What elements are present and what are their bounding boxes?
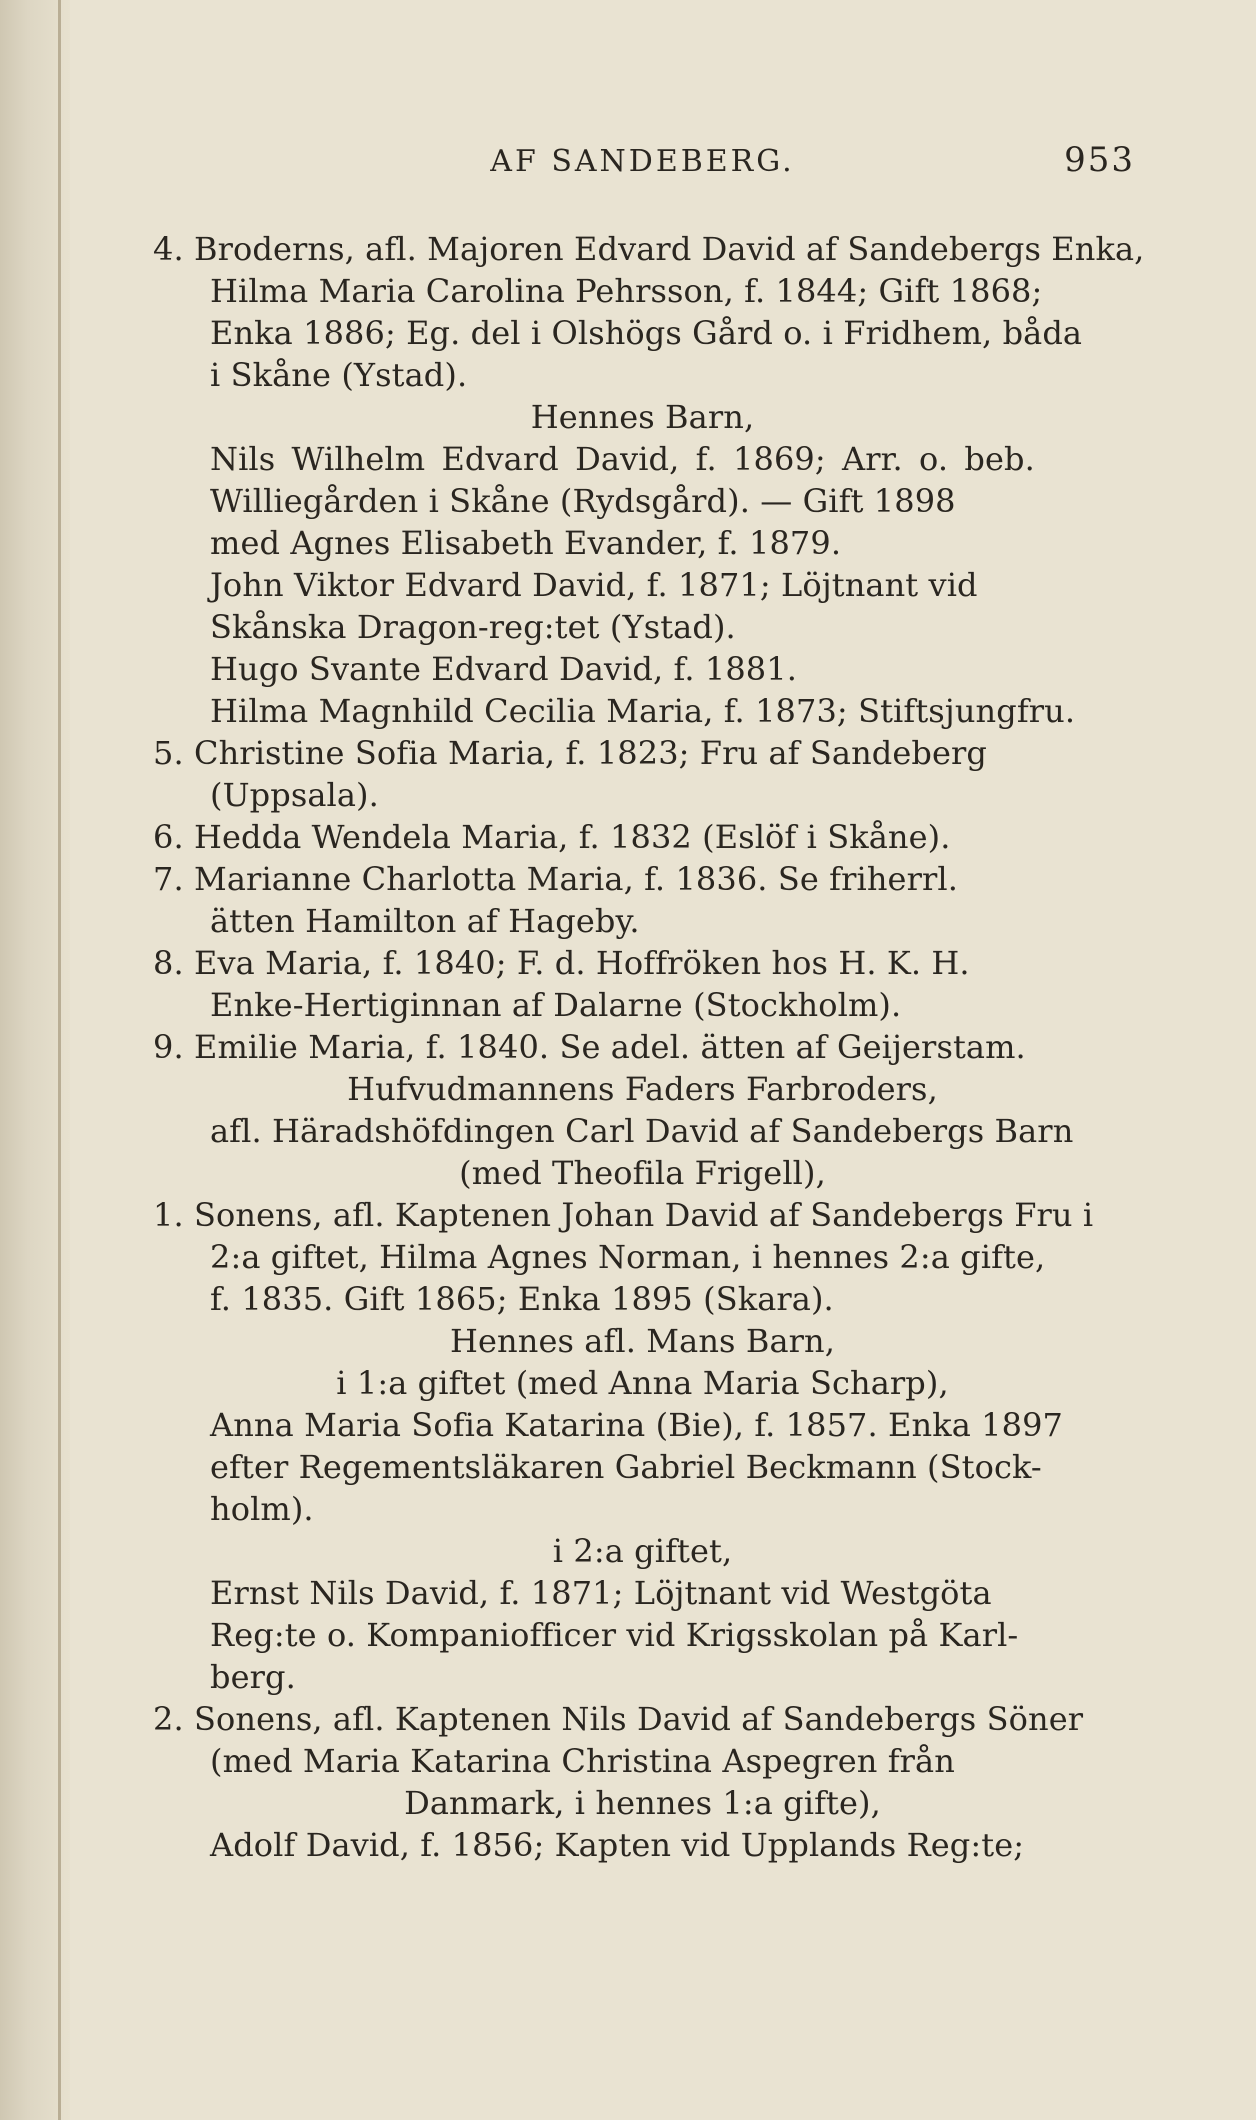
text-line: ätten Hamilton af Hageby.	[210, 902, 640, 940]
text-line: Adolf David, f. 1856; Kapten vid Upplands Reg:te;	[210, 1826, 1025, 1864]
text-line: Williegården i Skåne (Rydsgård). — Gift 1898	[210, 482, 956, 520]
section-heading: afl. Häradshöfdingen Carl David af Sandebergs Barn	[210, 1112, 1074, 1150]
section-heading: Hennes afl. Mans Barn,	[449, 1322, 835, 1360]
running-head	[150, 140, 1135, 188]
text-line: Nils Wilhelm Edvard David, f. 1869; Arr. o. beb.	[210, 440, 1035, 478]
text-line: 2. Sonens, afl. Kaptenen Nils David af Sandebergs Söner	[153, 1700, 1084, 1738]
text-line: 6. Hedda Wendela Maria, f. 1832 (Eslöf i Skåne).	[153, 818, 951, 856]
text-line: 5. Christine Sofia Maria, f. 1823; Fru af Sandeberg	[153, 734, 988, 772]
text-line: Skånska Dragon-reg:tet (Ystad).	[210, 608, 736, 646]
text-line: Enke-Hertiginnan af Dalarne (Stockholm).	[210, 986, 902, 1024]
text-line: (med Maria Katarina Christina Aspegren från	[210, 1742, 955, 1780]
page-number: 953	[1064, 140, 1135, 180]
text-line: f. 1835. Gift 1865; Enka 1895 (Skara).	[210, 1280, 834, 1318]
text-line: holm).	[210, 1490, 314, 1528]
text-line: Danmark, i hennes 1:a gifte),	[404, 1784, 881, 1822]
text-line: Enka 1886; Eg. del i Olshögs Gård o. i Fridhem, båda	[210, 314, 1083, 352]
text-line: 8. Eva Maria, f. 1840; F. d. Hoffröken hos H. K. H.	[153, 944, 970, 982]
text-line: 9. Emilie Maria, f. 1840. Se adel. ätten af Geijerstam.	[153, 1028, 1026, 1066]
book-page	[150, 140, 1145, 1866]
text-line: 1. Sonens, afl. Kaptenen Johan David af Sandebergs Fru i	[153, 1196, 1094, 1234]
text-line: berg.	[210, 1658, 296, 1696]
text-line: Reg:te o. Kompaniofficer vid Krigsskolan på Karl-	[210, 1616, 1019, 1654]
text-line: Anna Maria Sofia Katarina (Bie), f. 1857. Enka 1897	[210, 1406, 1064, 1444]
section-heading: i 1:a giftet (med Anna Maria Scharp),	[336, 1364, 949, 1402]
text-line: 4. Broderns, afl. Majoren Edvard David af Sandebergs Enka,	[153, 230, 1145, 268]
section-heading: i 2:a giftet,	[552, 1532, 733, 1570]
gutter-line	[58, 0, 61, 2120]
text-line: i Skåne (Ystad).	[210, 356, 468, 394]
text-line: Ernst Nils David, f. 1871; Löjtnant vid Westgöta	[210, 1574, 992, 1612]
text-line: Hilma Magnhild Cecilia Maria, f. 1873; Stiftsjungfru.	[210, 692, 1076, 730]
text-line: med Agnes Elisabeth Evander, f. 1879.	[210, 524, 842, 562]
running-title: AF SANDEBERG.	[490, 144, 795, 179]
section-heading: Hennes Barn,	[530, 398, 755, 436]
section-heading: Hufvudmannens Faders Farbroders,	[347, 1070, 938, 1108]
text-line: John Viktor Edvard David, f. 1871; Löjtnant vid	[210, 566, 978, 604]
text-line: Hugo Svante Edvard David, f. 1881.	[210, 650, 797, 688]
text-line: Hilma Maria Carolina Pehrsson, f. 1844; Gift 1868;	[210, 272, 1043, 310]
section-heading: (med Theofila Frigell),	[459, 1154, 826, 1192]
text-line: efter Regementsläkaren Gabriel Beckmann (Stock-	[210, 1448, 1042, 1486]
genealogy-text	[150, 228, 1145, 1866]
text-line: 2:a giftet, Hilma Agnes Norman, i hennes 2:a gifte,	[210, 1238, 1046, 1276]
text-line: 7. Marianne Charlotta Maria, f. 1836. Se friherrl.	[153, 860, 958, 898]
text-line: (Uppsala).	[210, 776, 379, 814]
